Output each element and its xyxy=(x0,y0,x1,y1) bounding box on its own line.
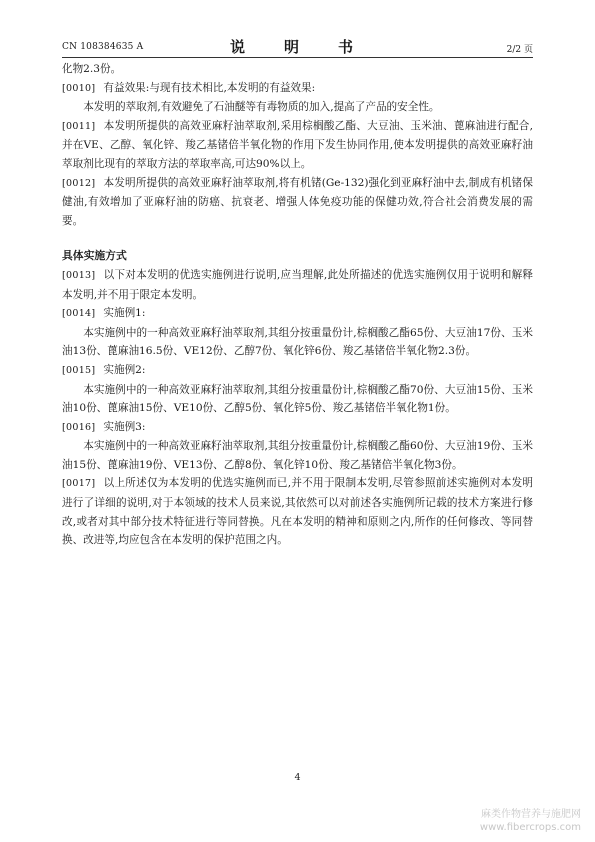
paragraph-0013 xyxy=(62,266,533,304)
paragraph-text: 本发明所提供的高效亚麻籽油萃取剂,采用棕榈酸乙酯、大豆油、玉米油、蓖麻油进行配合,并在VE、乙醇、氧化锌、羧乙基锗倍半氧化物的作用下发生协同作用,使本发明提供的高效亚麻籽油萃取剂比现有的萃取方法的萃取率高,可达90%以上。 xyxy=(62,119,533,170)
paragraph-0010 xyxy=(62,79,533,99)
document-number: CN 108384635 A xyxy=(62,42,144,52)
paragraph-text: 实施例3: xyxy=(103,420,146,433)
document-body xyxy=(62,60,533,550)
paragraph-label: [0017] xyxy=(62,478,96,490)
paragraph-0017 xyxy=(62,474,533,549)
paragraph-label: [0016] xyxy=(62,421,96,433)
paragraph-text: 有益效果:与现有技术相比,本发明的有益效果: xyxy=(103,81,316,94)
header-divider xyxy=(62,57,533,58)
paragraph-0014 xyxy=(62,304,533,324)
page-number: 4 xyxy=(294,772,301,783)
page-indicator: 2/2 页 xyxy=(506,45,533,55)
watermark xyxy=(480,808,581,834)
paragraph-text: 本发明所提供的高效亚麻籽油萃取剂,将有机锗(Ge-132)强化到亚麻籽油中去,制成有机锗保健油,有效增加了亚麻籽油的防癌、抗衰老、增强人体免疫功能的保健功效,符合社会消费发展的需要。 xyxy=(62,176,533,227)
paragraph-label: [0010] xyxy=(62,82,96,94)
paragraph-label: [0014] xyxy=(62,308,96,320)
paragraph-text: 实施例1: xyxy=(103,307,146,320)
page-header xyxy=(62,36,533,58)
paragraph-text: 以上所述仅为本发明的优选实施例而已,并不用于限制本发明,尽管参照前述实施例对本发明进行了详细的说明,对于本领域的技术人员来说,其依然可以对前述各实施例所记载的技术方案进行修改,或者对其中部分技术特征进行等同替换。凡在本发明的精神和原则之内,所作的任何修改、等同替换、改进等,均应包含在本发明的保护范围之内。 xyxy=(62,477,533,547)
document-title: 说 明 书 xyxy=(229,38,365,56)
paragraph-label: [0012] xyxy=(62,177,96,189)
paragraph-0015 xyxy=(62,361,533,381)
paragraph-text: 实施例2: xyxy=(103,363,146,376)
paragraph-0014-body: 本实施例中的一种高效亚麻籽油萃取剂,其组分按重量份计,棕榈酸乙酯65份、大豆油17份、玉米油13份、蓖麻油16.5份、VE12份、乙醇7份、氧化锌6份、羧乙基锗倍半氧化物2.3份。 xyxy=(62,326,533,358)
paragraph-0015-body: 本实施例中的一种高效亚麻籽油萃取剂,其组分按重量份计,棕榈酸乙酯70份、大豆油15份、玉米油10份、蓖麻油15份、VE10份、乙醇5份、氧化锌5份、羧乙基锗倍半氧化物1份。 xyxy=(62,383,533,415)
paragraph-0016-body: 本实施例中的一种高效亚麻籽油萃取剂,其组分按重量份计,棕榈酸乙酯60份、大豆油19份、玉米油15份、蓖麻油19份、VE13份、乙醇8份、氧化锌10份、羧乙基锗倍半氧化物3份。 xyxy=(62,440,533,471)
paragraph-text: 以下对本发明的优选实施例进行说明,应当理解,此处所描述的优选实施例仅用于说明和解释本发明,并不用于限定本发明。 xyxy=(62,268,533,301)
paragraph-0012 xyxy=(62,174,533,231)
paragraph-0011 xyxy=(62,117,533,174)
paragraph-label: [0013] xyxy=(62,269,96,281)
lead-line: 化物2.3份。 xyxy=(62,63,122,75)
watermark-url: www.fibercrops.com xyxy=(479,822,581,833)
watermark-site-name: 麻类作物营养与施肥网 xyxy=(481,809,581,820)
section-title: 具体实施方式 xyxy=(62,249,127,263)
paragraph-label: [0015] xyxy=(62,364,96,376)
paragraph-0016 xyxy=(62,418,533,438)
paragraph-0010-body: 本发明的萃取剂,有效避免了石油醚等有毒物质的加入,提高了产品的安全性。 xyxy=(83,101,440,114)
paragraph-label: [0011] xyxy=(62,120,96,132)
